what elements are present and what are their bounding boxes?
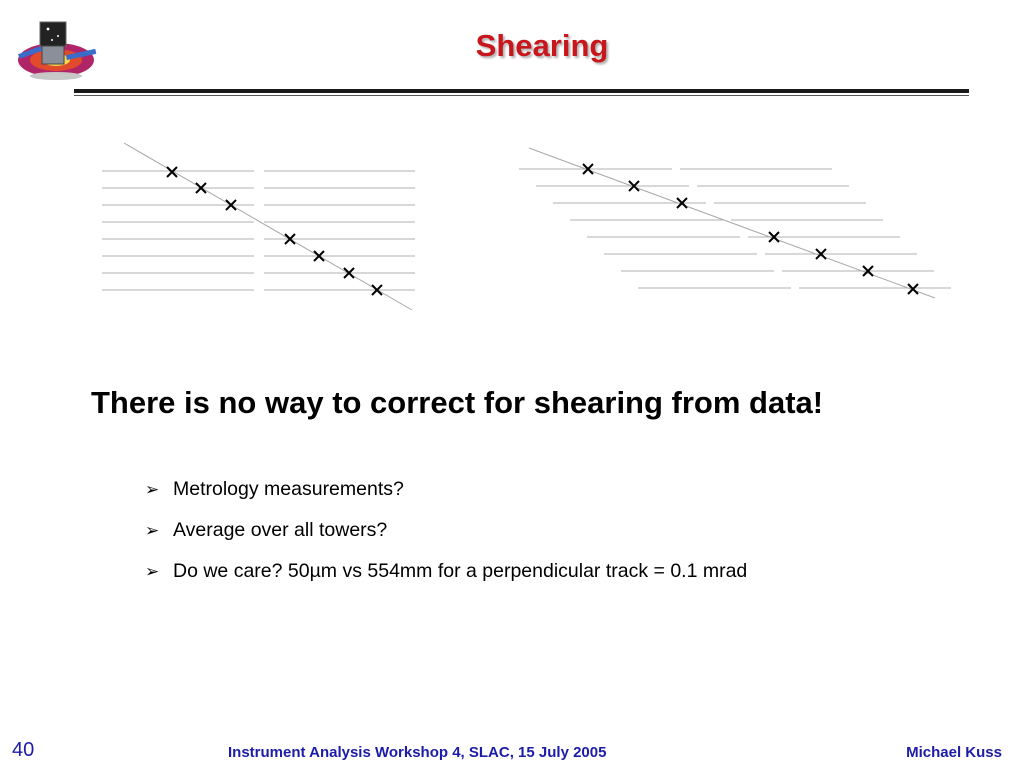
sheared-tower-diagram — [519, 148, 951, 298]
bullet-list — [145, 478, 747, 601]
title-divider-thin — [74, 95, 969, 96]
main-statement: There is no way to correct for shearing from data! — [91, 385, 824, 420]
bullet-item — [145, 560, 747, 601]
slide-title: Shearing — [475, 28, 609, 63]
bullet-text: Average over all towers? — [173, 519, 388, 541]
bullet-item — [145, 478, 747, 519]
title-divider — [74, 89, 969, 93]
slide-number: 40 — [12, 739, 35, 761]
footer-event: Instrument Analysis Workshop 4, SLAC, 15 July 2005 — [228, 744, 607, 761]
arrow-bullet-icon: ➢ — [145, 562, 160, 581]
arrow-bullet-icon: ➢ — [145, 480, 160, 499]
aligned-hit-markers — [167, 167, 382, 295]
sheared-hit-markers — [583, 164, 918, 294]
aligned-tower-diagram — [102, 143, 415, 310]
footer-author: Michael Kuss — [906, 744, 1002, 761]
bullet-text: Do we care? 50µm vs 554mm for a perpendicular track = 0.1 mrad — [173, 560, 748, 582]
shearing-diagram — [0, 130, 1024, 320]
arrow-bullet-icon: ➢ — [145, 521, 160, 540]
bullet-item — [145, 519, 747, 560]
bullet-text: Metrology measurements? — [173, 478, 404, 500]
